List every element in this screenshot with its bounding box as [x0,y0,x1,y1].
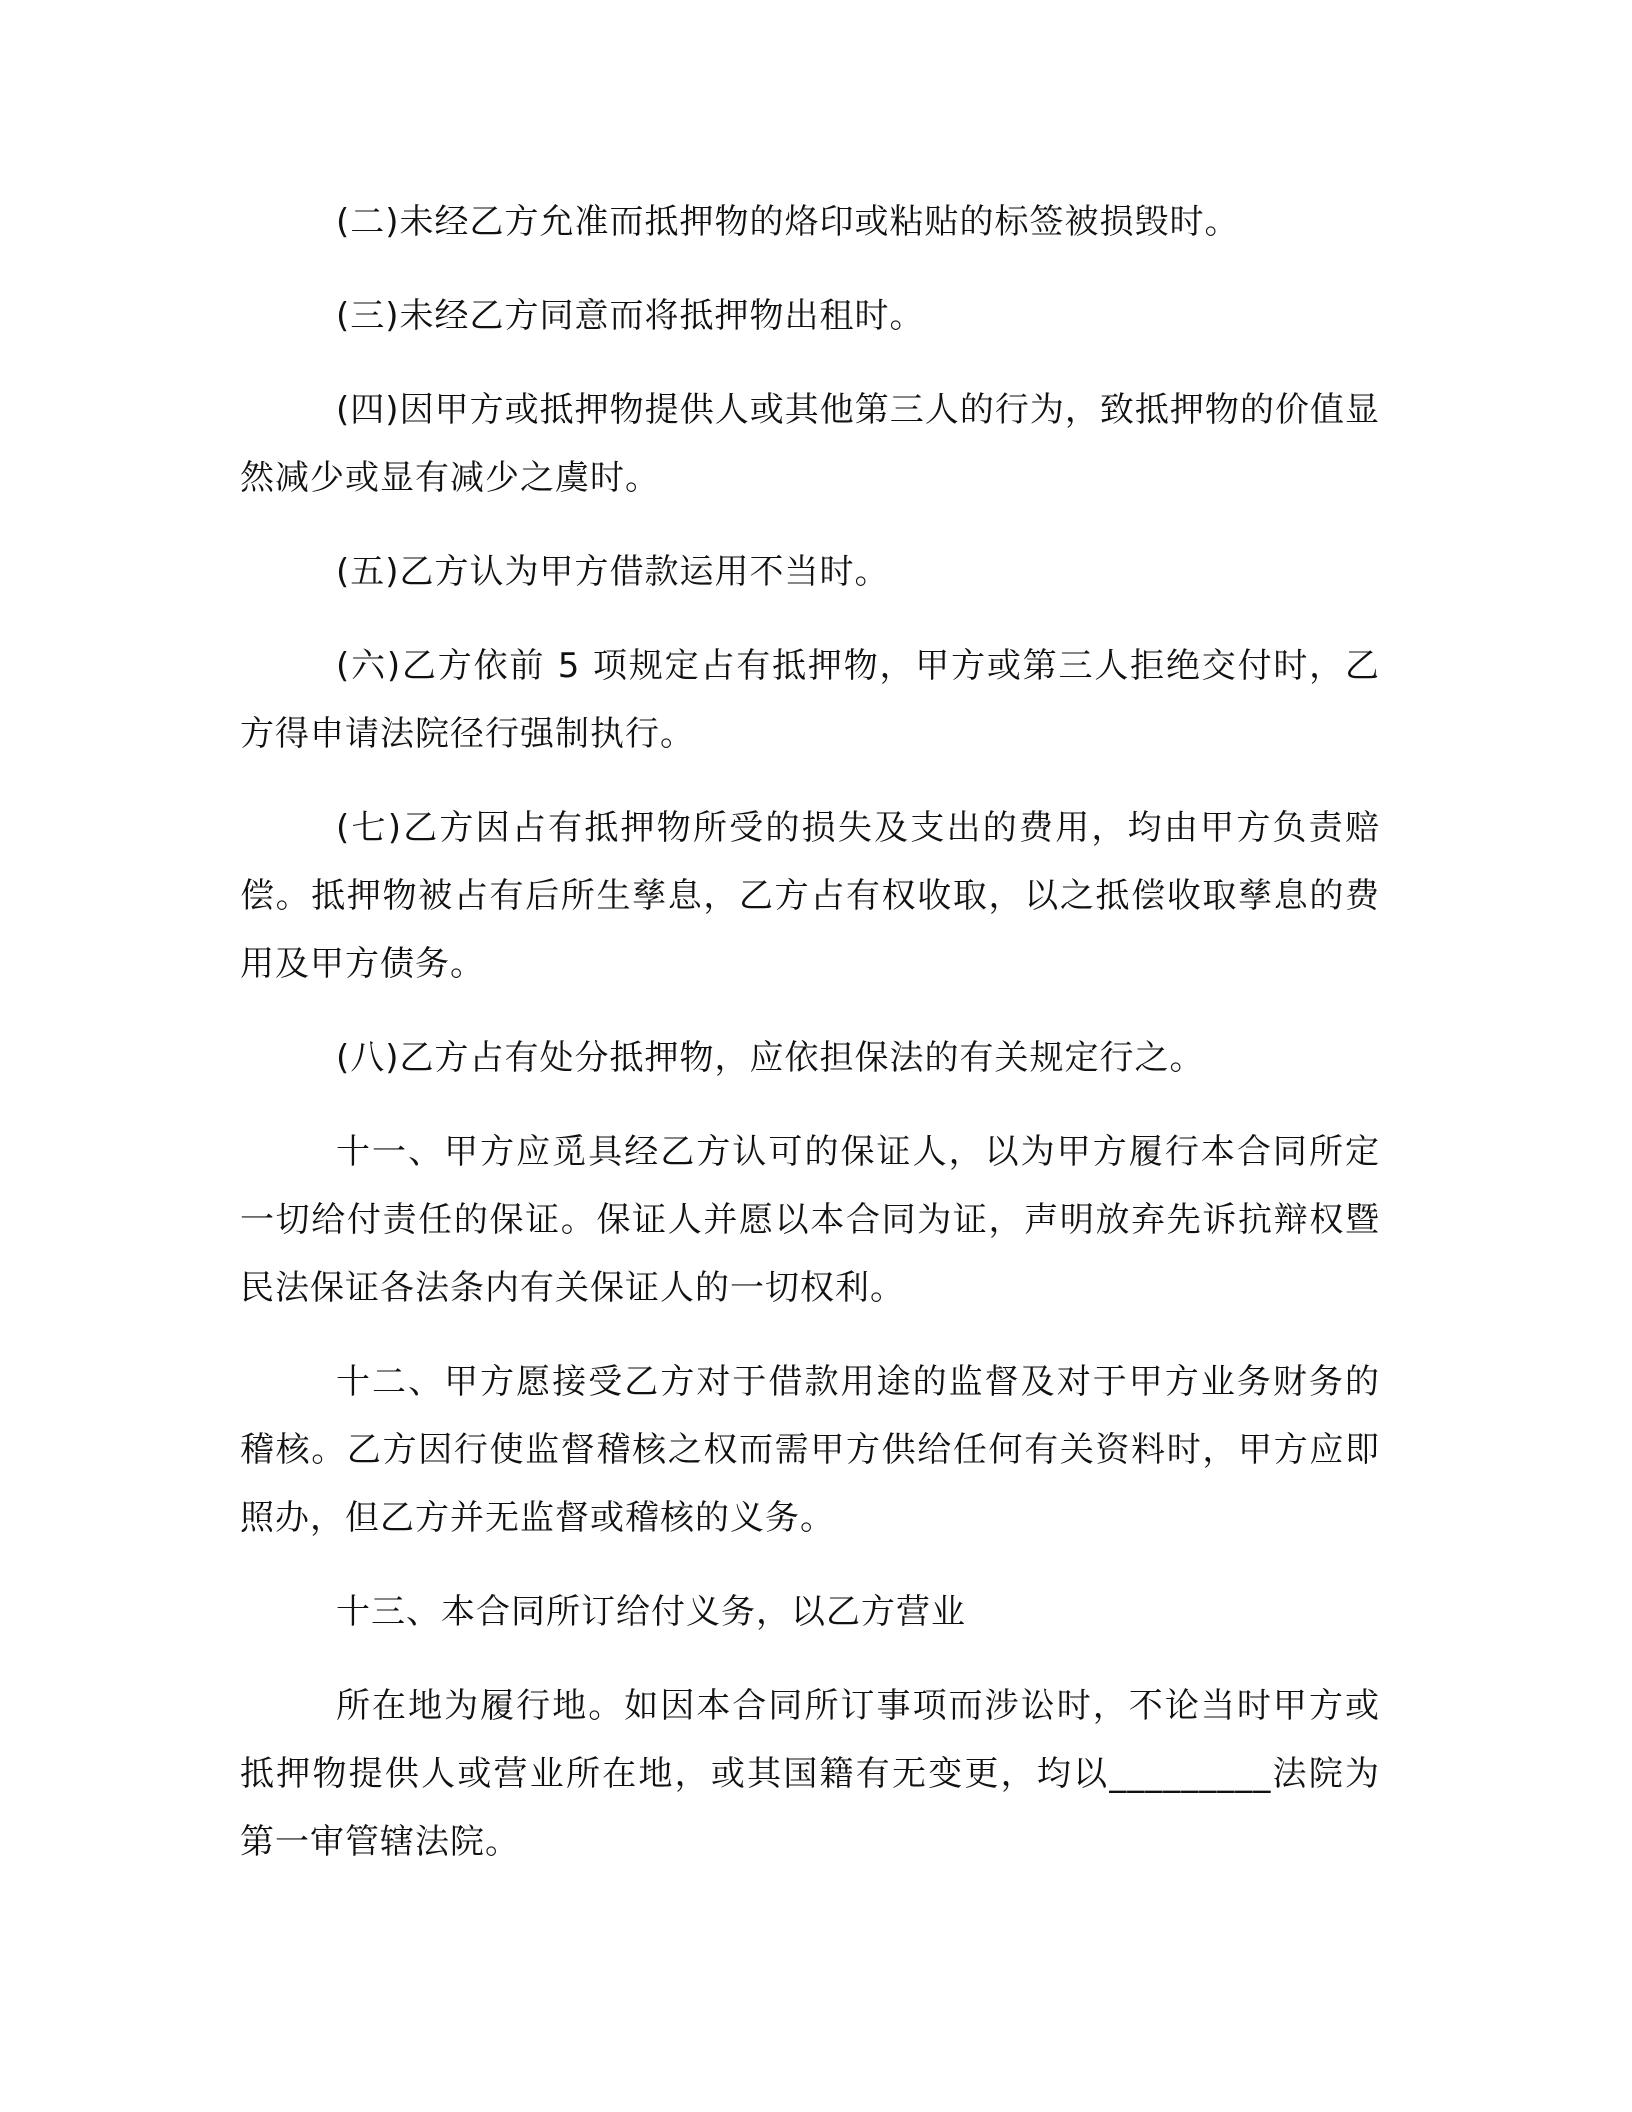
clause-paragraph: (五)乙方认为甲方借款运用不当时。 [336,552,890,592]
clause-paragraph: (二)未经乙方允准而抵押物的烙印或粘贴的标签被损毁时。 [336,202,1240,242]
clause-paragraph: (七)乙方因占有抵押物所受的损失及支出的费用，均由甲方负责赔偿。抵押物被占有后所生孳息，乙方占有权收取，以之抵偿收取孳息的费用及甲方债务。 [240,808,1380,984]
clause-paragraph: (四)因甲方或抵押物提供人或其他第三人的行为，致抵押物的价值显然减少或显有减少之虞时。 [240,390,1380,498]
clause-paragraph: 十一、甲方应觅具经乙方认可的保证人，以为甲方履行本合同所定一切给付责任的保证。保证人并愿以本合同为证，声明放弃先诉抗辩权暨民法保证各法条内有关保证人的一切权利。 [240,1132,1380,1308]
document-body [240,188,1380,1902]
clause-paragraph: (八)乙方占有处分抵押物，应依担保法的有关规定行之。 [336,1038,1205,1078]
clause-paragraph: (三)未经乙方同意而将抵押物出租时。 [336,296,925,336]
clause-paragraph: 十三、本合同所订给付义务，以乙方营业 [336,1592,966,1632]
clause-paragraph: 所在地为履行地。如因本合同所订事项而涉讼时，不论当时甲方或抵押物提供人或营业所在地，或其国籍有无变更，均以_________法院为第一审管辖法院。 [240,1686,1380,1862]
clause-paragraph: 十二、甲方愿接受乙方对于借款用途的监督及对于甲方业务财务的稽核。乙方因行使监督稽核之权而需甲方供给任何有关资料时，甲方应即照办，但乙方并无监督或稽核的义务。 [240,1362,1380,1538]
clause-paragraph: (六)乙方依前 5 项规定占有抵押物，甲方或第三人拒绝交付时，乙方得申请法院径行强制执行。 [240,646,1380,754]
